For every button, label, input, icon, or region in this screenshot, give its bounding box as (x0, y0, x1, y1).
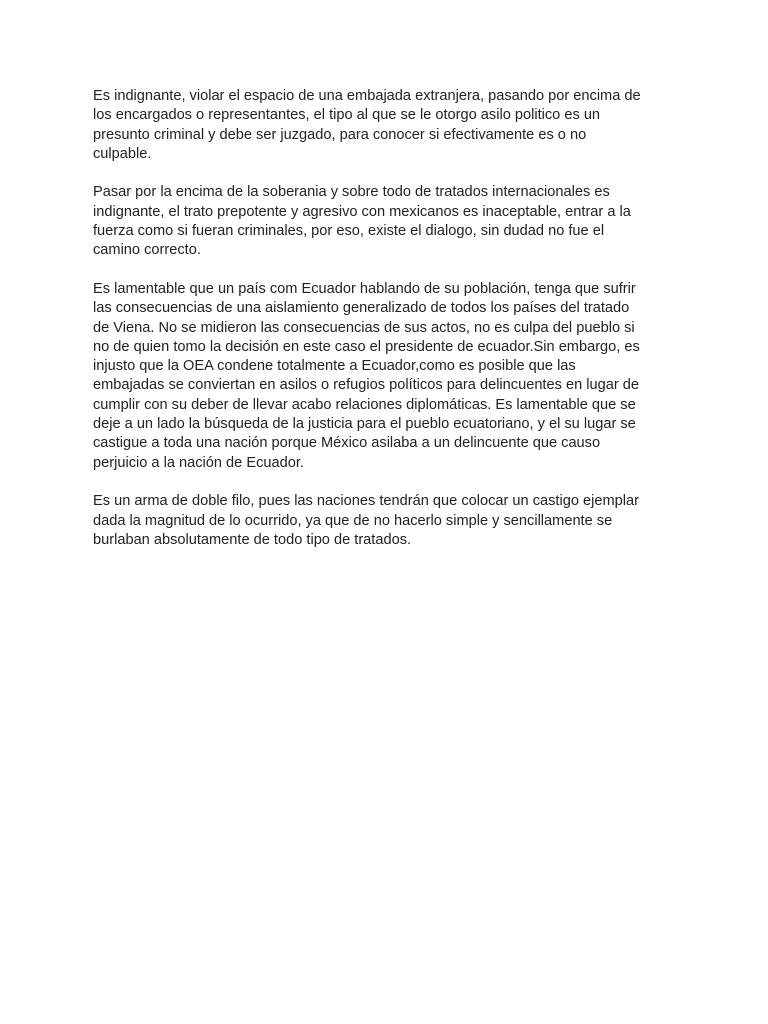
paragraph-1: Es indignante, violar el espacio de una embajada extranjera, pasando por encima de los encargados o representantes, el tipo al que se le otorgo asilo politico es un presunto criminal y debe ser juzgado, para conocer si efectivamente es o no culpable. (93, 88, 641, 162)
document-body (93, 87, 683, 569)
paragraph-3: Es lamentable que un país com Ecuador hablando de su población, tenga que sufrir las consecuencias de una aislamiento generalizado de todos los países del tratado de Viena. No se midieron las consecuencias de sus actos, no es culpa del pueblo si no de quien tomo la decisión en este caso el presidente de ecuador.Sin embargo, es injusto que la OEA condene totalmente a Ecuador,como es posible que las embajadas se conviertan en asilos o refugios políticos para delincuentes en lugar de cumplir con su deber de llevar acabo relaciones diplomáticas. Es lamentable que se deje a un lado la búsqueda de la justicia para el pueblo ecuatoriano, y el su lugar se castigue a toda una nación porque México asilaba a un delincuente que causo perjuicio a la nación de Ecuador. (93, 280, 640, 471)
paragraph-2: Pasar por la encima de la soberania y sobre todo de tratados internacionales es indignante, el trato prepotente y agresivo con mexicanos es inaceptable, entrar a la fuerza como si fueran criminales, por eso, existe el dialogo, sin dudad no fue el camino correcto. (93, 184, 631, 259)
paragraph-4: Es un arma de doble filo, pues las naciones tendrán que colocar un castigo ejemplar dada la magnitud de lo ocurrido, ya que de no hacerlo simple y sencillamente se burlaban absolutamente de todo tipo de tratados. (93, 493, 639, 548)
